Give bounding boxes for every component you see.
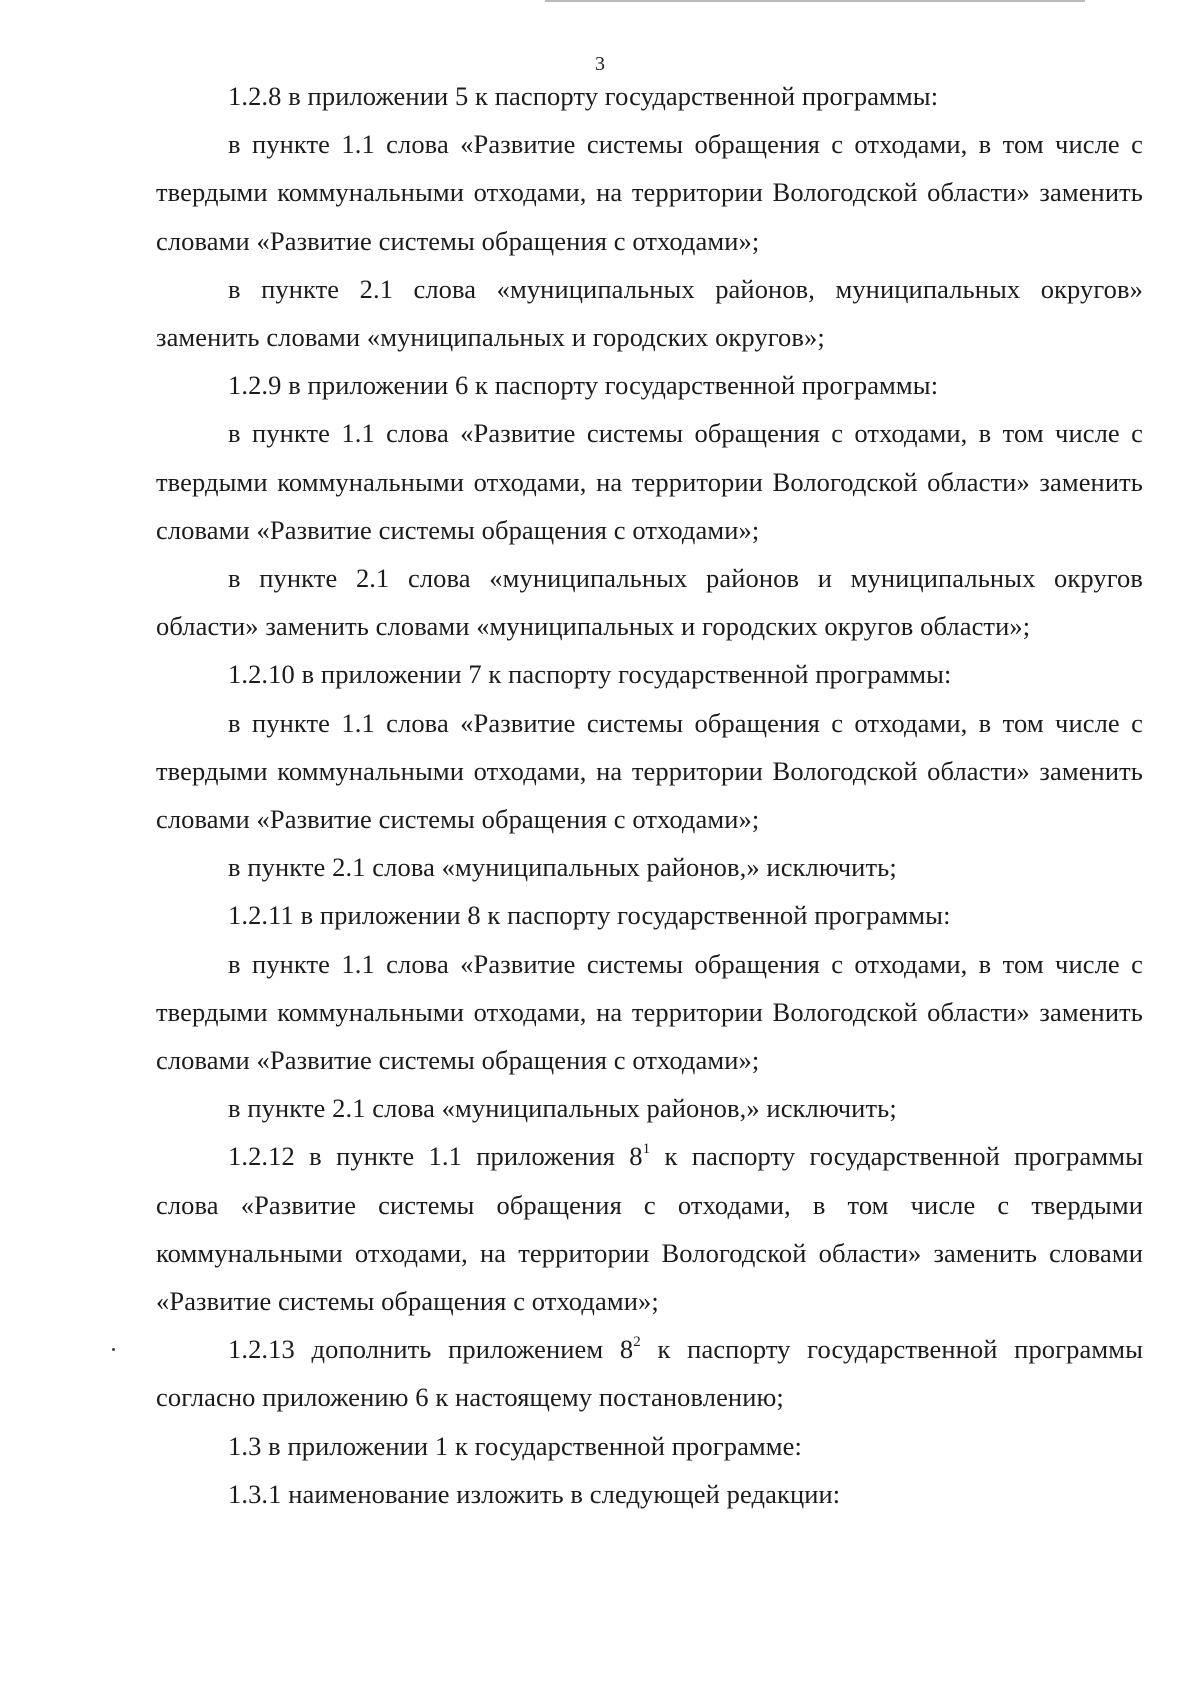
paragraph-1-2-11: 1.2.11 в приложении 8 к паспорту государственной программы: [228,900,951,931]
paragraph-text-before: 1.2.13 дополнить приложением 8 [228,1334,634,1365]
scan-edge-line [545,0,1085,8]
document-body [156,72,1143,1518]
superscript-index: 2 [633,1334,641,1351]
paragraph-1-3-1: 1.3.1 наименование изложить в следующей редакции: [228,1478,841,1509]
paragraph-text-before: 1.2.12 в пункте 1.1 приложения 8 [228,1141,643,1172]
paragraph-clause-1-1: в пункте 1.1 слова «Развитие системы обращения с отходами, в том числе с твердыми коммунальными отходами, на территории Вологодской области» заменить словами «Развитие системы обращения с отходами»; [156,129,1143,256]
paragraph-1-2-10: 1.2.10 в приложении 7 к паспорту государственной программы: [228,659,952,690]
paragraph-text-after: к паспорту государственной программы согласно приложению 6 к настоящему постановлению; [156,1334,1143,1413]
paragraph-1-2-8: 1.2.8 в приложении 5 к паспорту государственной программы: [228,81,939,111]
paragraph-clause-2-1: в пункте 2.1 слова «муниципальных районов, муниципальных округов» заменить словами «муниципальных и городских округов»; [156,273,1143,353]
paragraph-1-3: 1.3 в приложении 1 к государственной программе: [228,1430,802,1461]
paragraph-text-after: к паспорту государственной программы слова «Развитие системы обращения с отходами, в том числе с твердыми коммунальными отходами, на территории Вологодской области» заменить словами «Развитие системы обращения с отходами»; [156,1141,1143,1317]
paragraph-1-2-12 [156,1132,1143,1325]
page-number: 3 [595,53,605,75]
paragraph-1-2-9: 1.2.9 в приложении 6 к паспорту государственной программы: [228,370,939,401]
paragraph-clause-1-1: в пункте 1.1 слова «Развитие системы обращения с отходами, в том числе с твердыми коммунальными отходами, на территории Вологодской области» заменить словами «Развитие системы обращения с отходами»; [156,948,1143,1076]
superscript-index: 1 [642,1141,651,1158]
paragraph-clause-2-1: в пункте 2.1 слова «муниципальных районов,» исключить; [228,852,897,883]
paragraph-1-2-13 [156,1325,1143,1421]
paragraph-clause-1-1: в пункте 1.1 слова «Развитие системы обращения с отходами, в том числе с твердыми коммунальными отходами, на территории Вологодской области» заменить словами «Развитие системы обращения с отходами»; [156,418,1143,545]
paragraph-clause-1-1: в пункте 1.1 слова «Развитие системы обращения с отходами, в том числе с твердыми коммунальными отходами, на территории Вологодской области» заменить словами «Развитие системы обращения с отходами»; [156,707,1143,835]
scan-speck [112,1348,115,1351]
paragraph-clause-2-1: в пункте 2.1 слова «муниципальных районов и муниципальных округов области» заменить словами «муниципальных и городских округов области»; [156,563,1143,642]
paragraph-clause-2-1: в пункте 2.1 слова «муниципальных районов,» исключить; [228,1093,897,1124]
